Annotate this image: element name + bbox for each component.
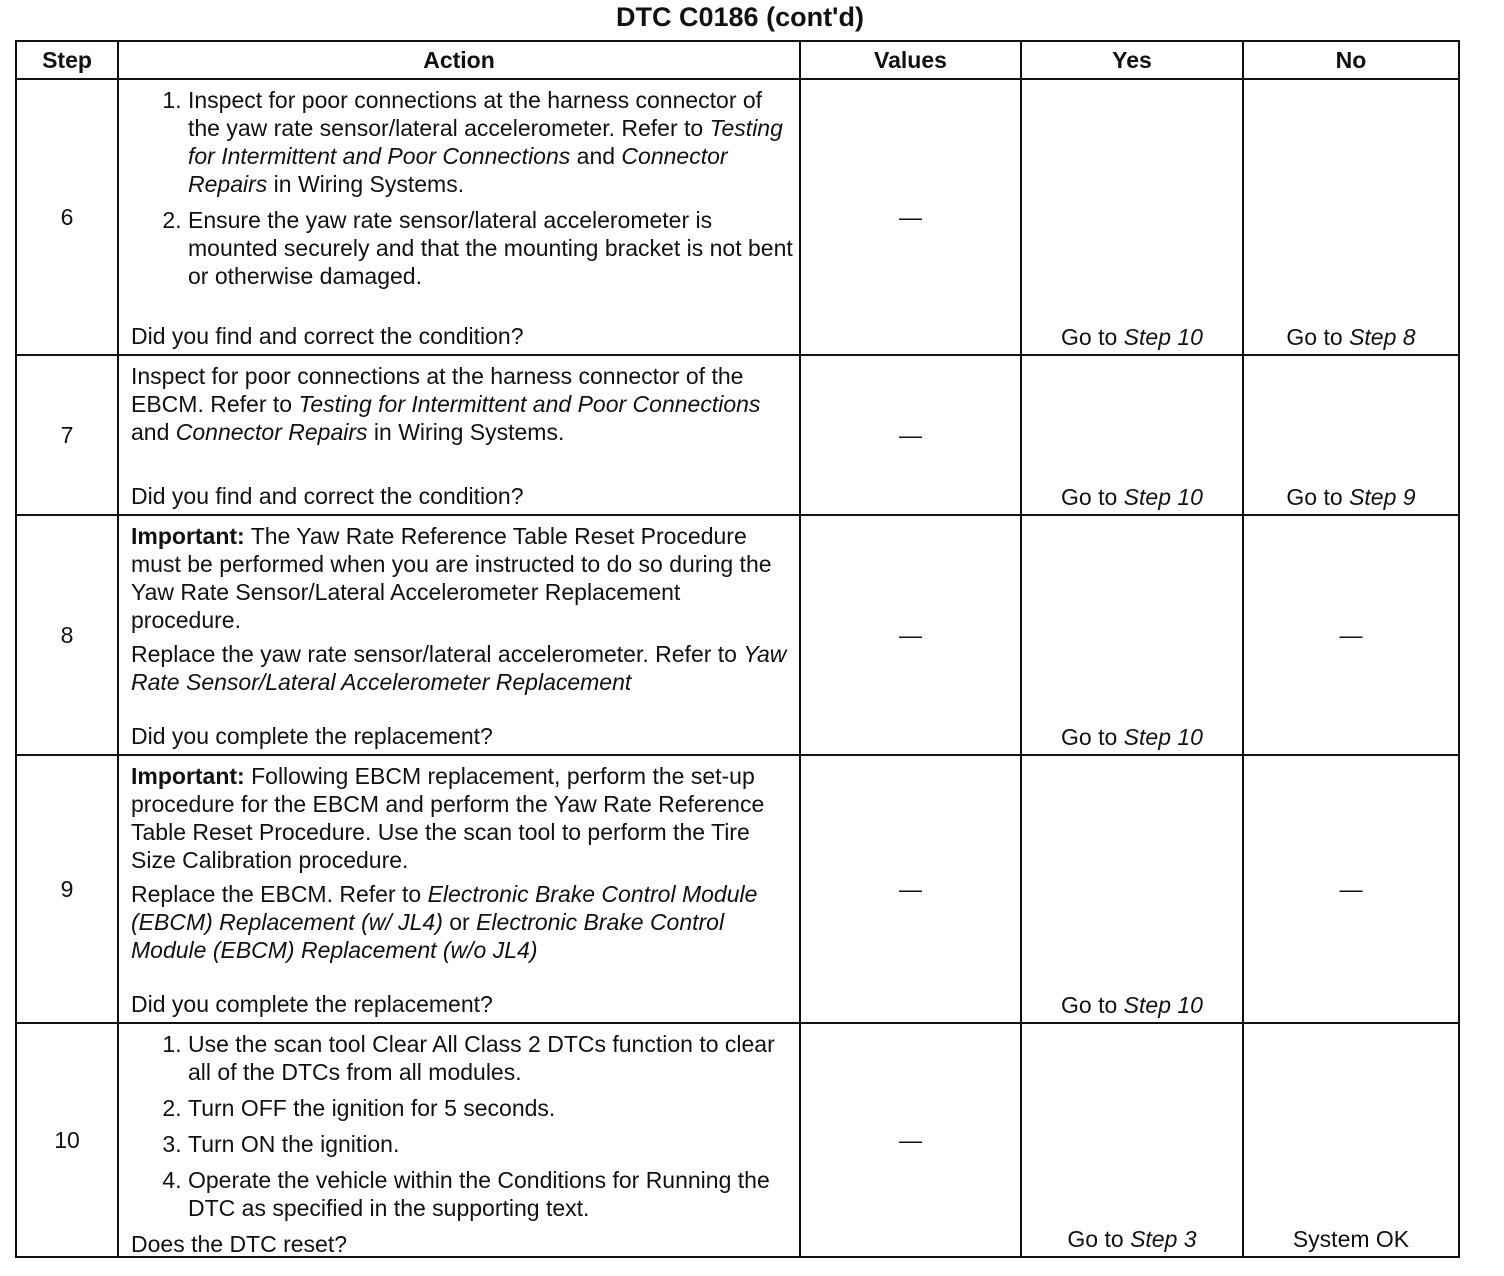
values-cell xyxy=(800,79,1021,355)
action-cell xyxy=(118,1023,800,1257)
step-number: 9 xyxy=(16,755,118,1023)
step-link: Step 10 xyxy=(1123,992,1203,1018)
header-values: Values xyxy=(800,41,1021,79)
step-link: Step 10 xyxy=(1123,484,1203,510)
action-list xyxy=(131,1030,793,1222)
page-title: DTC C0186 (cont'd) xyxy=(616,2,864,32)
values-dash: — xyxy=(899,1126,922,1153)
action-list xyxy=(131,86,793,290)
list-item: 4. Operate the vehicle within the Conditions for Running the DTC as specified in the supporting text. xyxy=(188,1166,793,1222)
step-link: Step 10 xyxy=(1123,724,1203,750)
table-row xyxy=(16,79,1459,355)
table-row xyxy=(16,1023,1459,1257)
step-number: 7 xyxy=(16,355,118,515)
action-text: Replace the yaw rate sensor/lateral accelerometer. Refer to Yaw Rate Sensor/Lateral Accelerometer Replacement xyxy=(131,641,787,695)
values-dash: — xyxy=(899,621,922,648)
action-text: Replace the EBCM. Refer to Electronic Brake Control Module (EBCM) Replacement (w/ JL4) or Electronic Brake Control Module (EBCM) Replacement (w/o JL4) xyxy=(131,881,758,963)
action-cell xyxy=(118,355,800,515)
step-link: Step 10 xyxy=(1123,324,1203,350)
list-item: 1. Use the scan tool Clear All Class 2 DTCs function to clear all of the DTCs from all modules. xyxy=(188,1030,793,1086)
table-row xyxy=(16,515,1459,755)
yes-cell: Go to Step 10 xyxy=(1021,79,1243,355)
list-item: 1. Inspect for poor connections at the harness connector of the yaw rate sensor/lateral accelerometer. Refer to Testing for Intermittent and Poor Connections and Connector Repairs in Wiring Systems. xyxy=(188,86,793,198)
no-cell: Go to Step 8 xyxy=(1243,79,1459,355)
no-result: System OK xyxy=(1292,1226,1410,1252)
table-row xyxy=(16,755,1459,1023)
header-row xyxy=(16,41,1459,79)
no-cell xyxy=(1243,755,1459,1023)
step-link: Step 8 xyxy=(1349,324,1416,350)
no-cell xyxy=(1243,515,1459,755)
step-number: 8 xyxy=(16,515,118,755)
list-item: 2. Ensure the yaw rate sensor/lateral accelerometer is mounted securely and that the mounting bracket is not bent or otherwise damaged. xyxy=(188,206,793,290)
dtc-table xyxy=(15,40,1460,1258)
yes-cell: Go to Step 10 xyxy=(1021,355,1243,515)
important-note: Important: Following EBCM replacement, perform the set-up procedure for the EBCM and perform the Yaw Rate Reference Table Reset Procedure. Use the scan tool to perform the Tire Size Calibration procedure. xyxy=(131,763,765,873)
values-cell xyxy=(800,355,1021,515)
list-item: 2. Turn OFF the ignition for 5 seconds. xyxy=(188,1094,793,1122)
action-question: Does the DTC reset? xyxy=(131,1231,348,1257)
no-dash: — xyxy=(1339,621,1363,648)
step-link: Step 3 xyxy=(1130,1226,1197,1252)
values-cell xyxy=(800,515,1021,755)
header-no: No xyxy=(1243,41,1459,79)
values-dash: — xyxy=(899,875,922,902)
step-number: 6 xyxy=(16,79,118,355)
action-text: Inspect for poor connections at the harness connector of the EBCM. Refer to Testing for Intermittent and Poor Connections and Connector Repairs in Wiring Systems. xyxy=(131,363,761,445)
yes-cell: Go to Step 10 xyxy=(1021,515,1243,755)
important-note: Important: The Yaw Rate Reference Table Reset Procedure must be performed when you are instructed to do so during the Yaw Rate Sensor/Lateral Accelerometer Replacement procedure. xyxy=(131,523,772,633)
action-cell xyxy=(118,755,800,1023)
step-link: Step 9 xyxy=(1349,484,1416,510)
yes-cell: Go to Step 3 xyxy=(1021,1023,1243,1257)
action-question: Did you find and correct the condition? xyxy=(131,483,524,509)
action-question: Did you complete the replacement? xyxy=(131,723,493,749)
header-yes: Yes xyxy=(1021,41,1243,79)
no-dash: — xyxy=(1339,875,1363,902)
table-row xyxy=(16,355,1459,515)
values-cell xyxy=(800,1023,1021,1257)
values-cell xyxy=(800,755,1021,1023)
list-item: 3. Turn ON the ignition. xyxy=(188,1130,793,1158)
step-number: 10 xyxy=(16,1023,118,1257)
action-question: Did you complete the replacement? xyxy=(131,991,493,1017)
header-action: Action xyxy=(118,41,800,79)
values-dash: — xyxy=(899,203,922,230)
header-step: Step xyxy=(16,41,118,79)
action-question: Did you find and correct the condition? xyxy=(131,323,524,349)
values-dash: — xyxy=(899,421,922,448)
action-cell xyxy=(118,515,800,755)
no-cell xyxy=(1243,1023,1459,1257)
action-cell xyxy=(118,79,800,355)
no-cell: Go to Step 9 xyxy=(1243,355,1459,515)
yes-cell: Go to Step 10 xyxy=(1021,755,1243,1023)
